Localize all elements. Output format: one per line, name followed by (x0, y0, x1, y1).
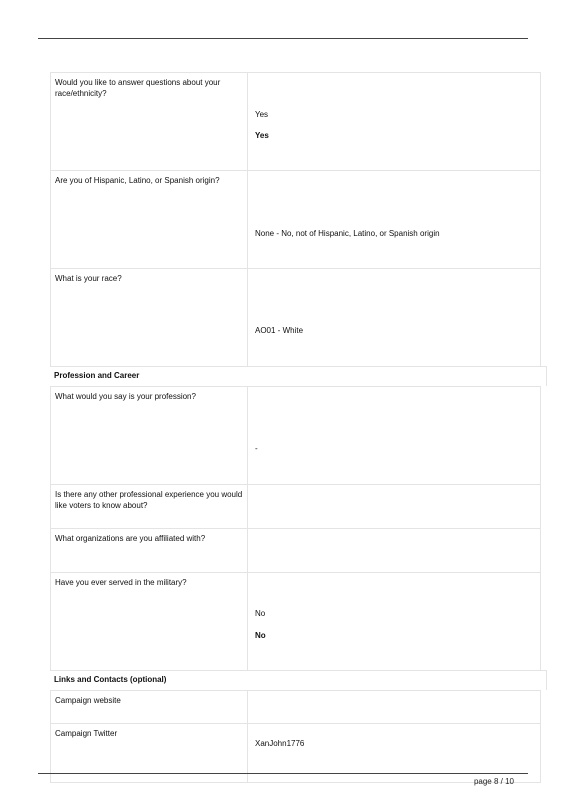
table-row (50, 72, 541, 170)
question-label: Campaign Twitter (50, 724, 247, 782)
table-row (50, 723, 541, 783)
question-label: Is there any other professional experience you would like voters to know about? (50, 485, 247, 528)
table-row (50, 386, 541, 484)
table-row (50, 268, 541, 366)
table-row (50, 572, 541, 670)
question-label: Are you of Hispanic, Latino, or Spanish origin? (50, 171, 247, 268)
answer-cell (247, 573, 541, 670)
question-label: What is your race? (50, 269, 247, 366)
survey-form (50, 72, 541, 783)
table-row (50, 484, 541, 528)
question-label: Would you like to answer questions about your race/ethnicity? (50, 73, 247, 170)
answer-value: None - No, not of Hispanic, Latino, or Spanish origin (255, 229, 440, 238)
answer-cell (247, 387, 541, 484)
question-label: What organizations are you affiliated with? (50, 529, 247, 572)
question-label: Have you ever served in the military? (50, 573, 247, 670)
question-label: Campaign website (50, 691, 247, 723)
answer-value: XanJohn1776 (255, 739, 305, 748)
answer-cell (247, 485, 541, 528)
table-row (50, 690, 541, 723)
page-number: page 8 / 10 (473, 777, 514, 786)
answer-value: Yes (255, 110, 269, 119)
answer-value: No (255, 609, 266, 618)
answer-value-bold: No (255, 631, 266, 640)
footer-rule (38, 773, 528, 774)
section-heading-links: Links and Contacts (optional) (50, 670, 547, 690)
answer-cell (247, 73, 541, 170)
table-row (50, 528, 541, 572)
question-label: What would you say is your profession? (50, 387, 247, 484)
answer-value: AO01 - White (255, 326, 304, 335)
section-heading-profession: Profession and Career (50, 366, 547, 386)
answer-value-bold: Yes (255, 131, 269, 140)
answer-cell (247, 529, 541, 572)
header-rule (38, 38, 528, 39)
answer-cell (247, 691, 541, 723)
answer-cell (247, 269, 541, 366)
answer-value: - (255, 444, 258, 453)
answer-cell (247, 171, 541, 268)
table-row (50, 170, 541, 268)
